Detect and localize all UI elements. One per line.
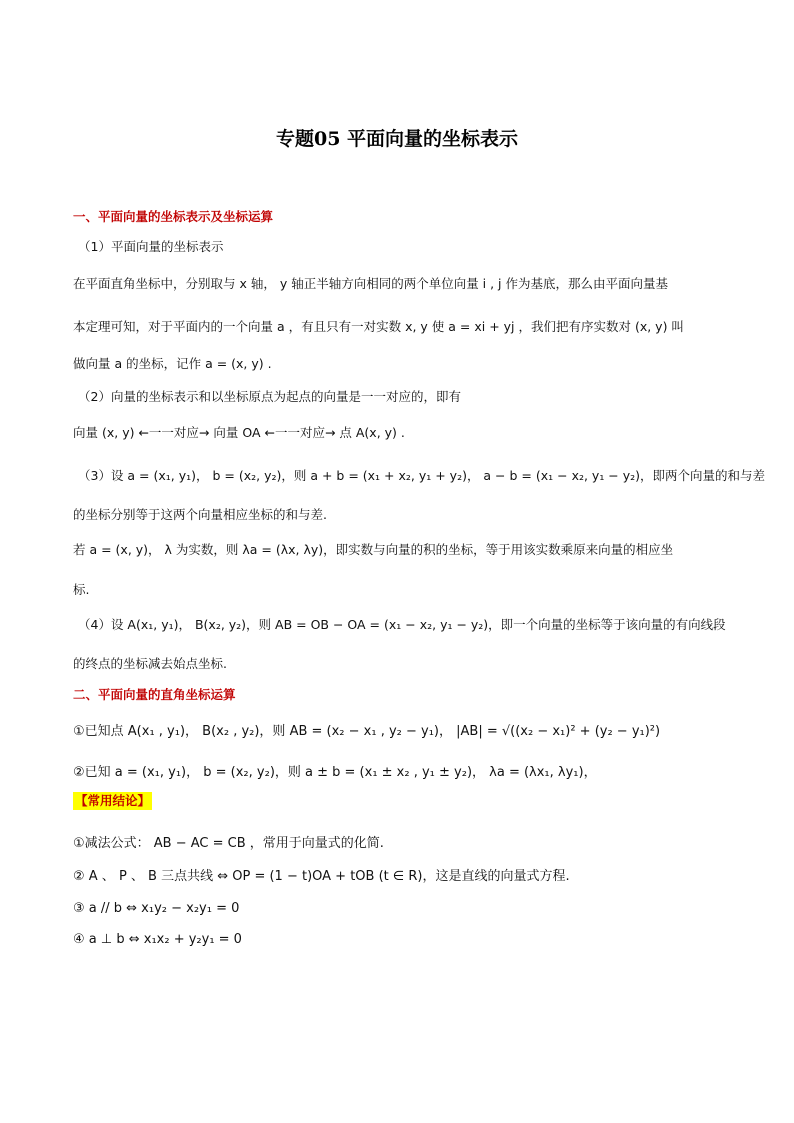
item2-line2: 向量 (x, y) ←一一对应→ 向量 OA ←一一对应→ 点 A(x, y) .	[73, 425, 405, 440]
item1-text-line3: 做向量 a 的坐标，记作 a = (x, y) .	[73, 356, 272, 371]
conclusion-4: ④ a ⊥ b ⇔ x₁x₂ + y₂y₁ = 0	[73, 932, 242, 947]
page-title: 专题05 平面向量的坐标表示	[275, 128, 519, 150]
item1-text-line1: 在平面直角坐标中，分别取与 x 轴， y 轴正半轴方向相同的两个单位向量 i , j 作为基底，那么由平面向量基	[73, 276, 669, 291]
item4-line1: （4）设 A(x₁, y₁)， B(x₂, y₂)，则 AB = OB − OA = (x₁ − x₂, y₁ − y₂)，即一个向量的坐标等于该向量的有向线段	[78, 617, 726, 632]
section2-line1: ①已知点 A(x₁ , y₁)， B(x₂ , y₂)，则 AB = (x₂ − x₁ , y₂ − y₁)， |AB| = √((x₂ − x₁)² + (y₂ − y₁)²)	[73, 724, 661, 739]
item1-label: （1）平面向量的坐标表示	[78, 239, 224, 254]
conclusion-3: ③ a // b ⇔ x₁y₂ − x₂y₁ = 0	[73, 901, 240, 916]
item3-line4: 标.	[73, 582, 90, 597]
item3-line3: 若 a = (x, y)， λ 为实数，则 λa = (λx, λy)，即实数与向量的积的坐标，等于用该实数乘原来向量的相应坐	[73, 542, 674, 557]
section2-heading: 二、平面向量的直角坐标运算	[73, 687, 236, 702]
conclusion-1: ①减法公式： AB − AC = CB ，常用于向量式的化简.	[73, 836, 384, 851]
item4-line2: 的终点的坐标减去始点坐标.	[73, 656, 227, 671]
conclusion-2: ② A 、 P 、 B 三点共线 ⇔ OP = (1 − t)OA + tOB (t ∈ R)，这是直线的向量式方程.	[73, 869, 570, 884]
item3-line1: （3）设 a = (x₁, y₁)， b = (x₂, y₂)，则 a + b = (x₁ + x₂, y₁ + y₂)， a − b = (x₁ − x₂, y₁ − y₂)，即两个向量的和与差	[78, 468, 766, 483]
common-conclusions-badge: 【常用结论】	[75, 793, 151, 808]
item3-line2: 的坐标分别等于这两个向量相应坐标的和与差.	[73, 507, 327, 522]
section2-line2: ②已知 a = (x₁, y₁)， b = (x₂, y₂)，则 a ± b = (x₁ ± x₂ , y₁ ± y₂)， λa = (λx₁, λy₁)，	[73, 765, 597, 780]
item2-line1: （2）向量的坐标表示和以坐标原点为起点的向量是一一对应的，即有	[78, 389, 461, 404]
section1-heading: 一、平面向量的坐标表示及坐标运算	[73, 209, 274, 224]
item1-text-line2: 本定理可知，对于平面内的一个向量 a ，有且只有一对实数 x, y 使 a = xi + yj ，我们把有序实数对 (x, y) 叫	[73, 319, 684, 334]
